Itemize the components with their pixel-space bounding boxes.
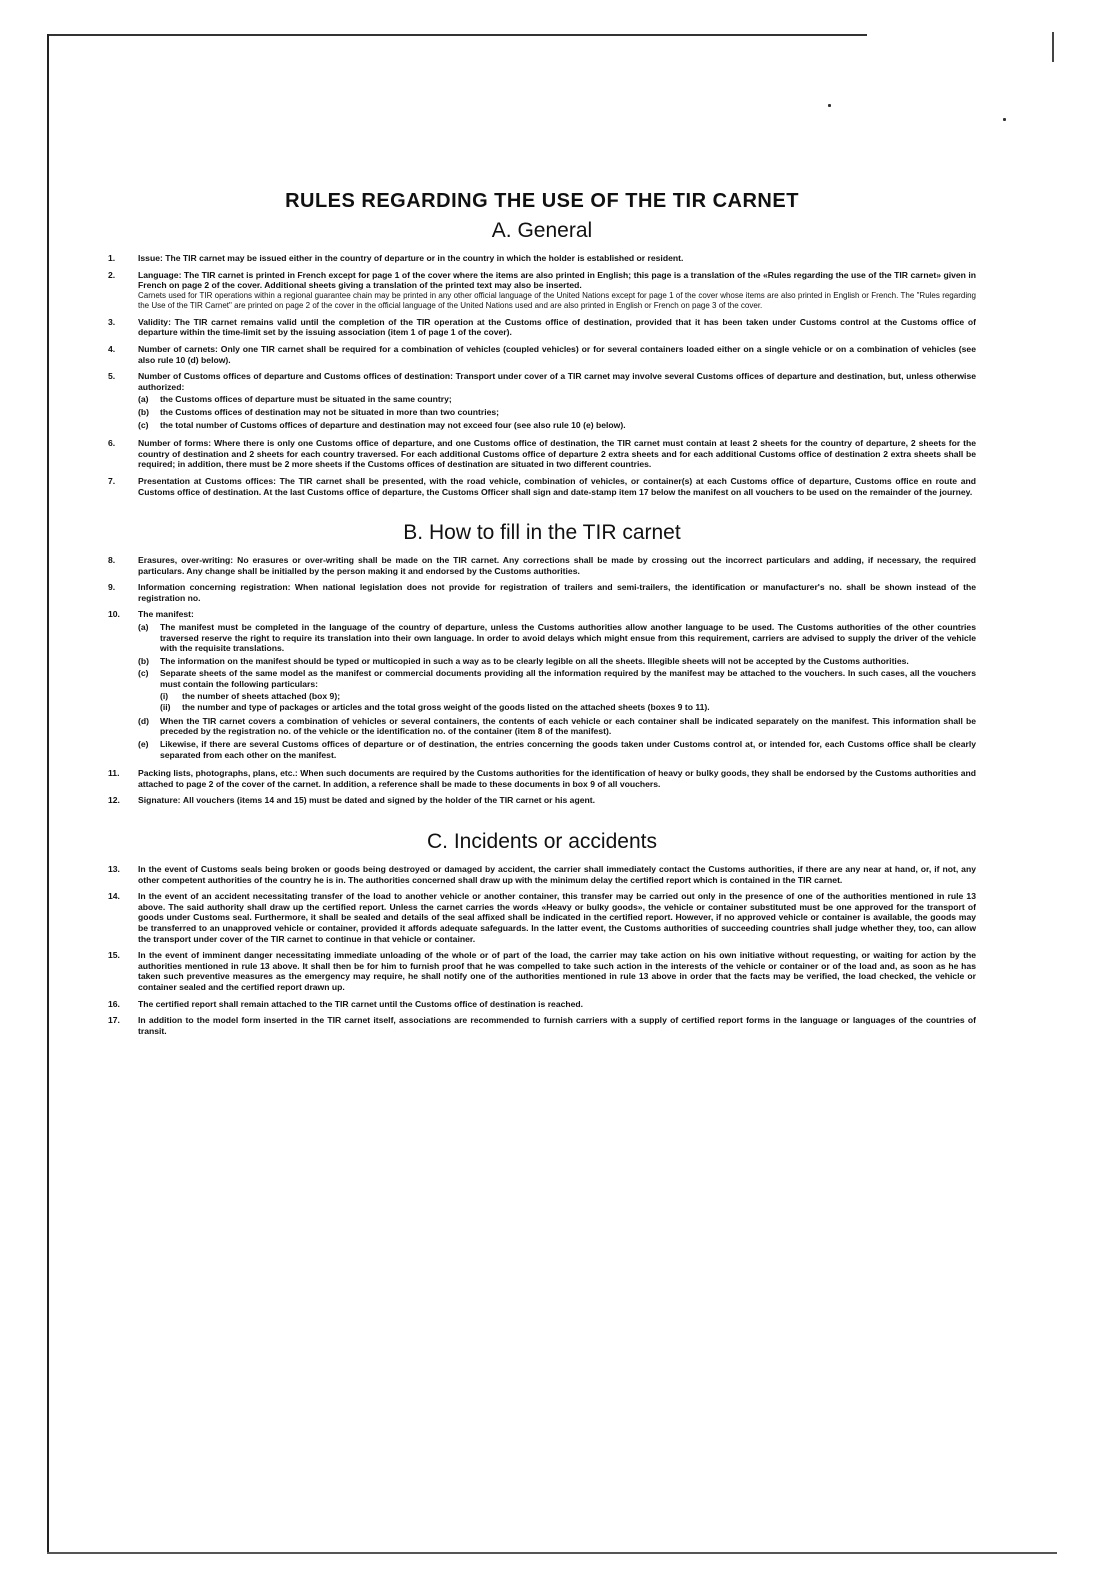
scan-border-left	[47, 34, 49, 1554]
rule-number: 7.	[108, 475, 116, 486]
rule-number: 5.	[108, 371, 116, 382]
section-heading: B. How to fill in the TIR carnet	[403, 521, 681, 545]
rule-text: In addition to the model form inserted in the TIR carnet itself, associations are recommended to furnish carriers with a supply of certified report forms in the language or languages of the countries of transit.	[138, 1015, 976, 1036]
rule-body	[138, 371, 976, 432]
rule-item	[108, 1015, 976, 1036]
rule-body	[138, 317, 976, 338]
rule-text: Transport under cover of a TIR carnet may involve several Customs offices of departure and destination, but, unless otherwise authorized:	[138, 371, 976, 392]
rule-body	[138, 999, 976, 1010]
sub-text-content: The information on the manifest should be typed or multicopied in such a way as to be clearly legible on all the sheets. Illegible sheets will not be accepted by the Customs authorities.	[160, 655, 909, 666]
rule-text: When such documents are required by the Customs authorities for the identification of heavy or bulky goods, they shall be endorsed by the Customs authorities and attached to page 2 of the cover of the carnet. In addition, a reference shall be made to these documents in box 9 of all vouchers.	[138, 768, 976, 789]
rule-item	[108, 582, 976, 603]
section-heading: A. General	[491, 219, 593, 242]
rule-number: 16.	[108, 998, 120, 1009]
rule-number: 2.	[108, 269, 116, 280]
subsub-item	[160, 691, 976, 702]
sub-text-content: The manifest must be completed in the language of the country of departure, unless the Customs authorities allow another language to be used. The Customs authorities of the other countries traversed reserve the right to require its translation into their own language. In order to avoid delays which might ensue from this requirement, carriers are advised to supply the driver of the vehicle with the requisite translations.	[160, 622, 976, 654]
rule-title: Information concerning registration:	[138, 582, 295, 593]
rule-number: 12.	[108, 795, 120, 806]
rule-title: Language:	[138, 269, 184, 280]
rule-text: In the event of Customs seals being broken or goods being destroyed or damaged by accident, the carrier shall immediately contact the Customs authorities, if there are any near at hand, or, if not, any other competent authorities of the country he is in. The authorities concerned shall draw up with the minimum delay the certified report which is contained in the TIR carnet.	[138, 863, 976, 885]
rule-body	[138, 253, 976, 264]
rule-text: The TIR carnet shall be presented, with the road vehicle, combination of vehicles, or container(s) at each Customs office of departure, Customs office en route and Customs office of destination. At the last Customs office of departure, the Customs Officer shall sign and date-stamp item 17 below the manifest on all vouchers to be used on the remainder of the journey.	[138, 475, 976, 497]
rule-title: Issue:	[138, 253, 166, 263]
rule-text: The TIR carnet is printed in French except for page 1 of the cover where the items are also printed in English; this page is a translation of the «Rules regarding the use of the TIR carnet» given in French on page 2 of the cover. Additional sheets giving a translation of the printed text may also be inserted.	[138, 269, 976, 291]
sub-text	[160, 739, 976, 760]
rule-item	[108, 950, 976, 992]
rule-number: 6.	[108, 438, 116, 449]
sub-text	[160, 394, 976, 405]
subsub-item	[160, 702, 976, 713]
rule-title: Number of forms:	[138, 438, 215, 449]
rule-number: 8.	[108, 555, 116, 566]
rule-number: 11.	[108, 768, 120, 779]
sub-item	[138, 420, 976, 431]
sub-text-content: Separate sheets of the same model as the manifest or commercial documents providing all the information required by the manifest may be attached to the vouchers. In such cases, all the vouchers must contain the following particulars:	[160, 668, 976, 690]
rule-item	[108, 891, 976, 944]
sub-item	[138, 394, 976, 405]
rule-item	[108, 864, 976, 885]
rule-body	[138, 1015, 976, 1036]
rule-title: Packing lists, photographs, plans, etc.:	[138, 768, 301, 779]
sub-letter: (c)	[138, 668, 149, 679]
rule-title: Presentation at Customs offices:	[138, 475, 280, 486]
rule-body	[138, 270, 976, 311]
rule-item	[108, 609, 976, 762]
sub-text	[160, 407, 976, 418]
rule-body	[138, 438, 976, 470]
sub-letter: (c)	[138, 419, 149, 430]
rule-title: Erasures, over-writing:	[138, 555, 238, 566]
sub-text-content: the total number of Customs offices of departure and destination may not exceed four (see also rule 10 (e) below).	[160, 419, 626, 430]
rule-number: 1.	[108, 253, 116, 263]
rule-item	[108, 253, 976, 264]
rule-text: The TIR carnet may be issued either in the country of departure or in the country in which the holder is established or resident.	[165, 253, 684, 263]
rule-number: 3.	[108, 316, 116, 327]
rule-item	[108, 344, 976, 365]
rule-body	[138, 864, 976, 885]
rule-title: Signature:	[138, 795, 183, 806]
sub-text-content: Likewise, if there are several Customs offices of departure or of destination, the entries concerning the goods taken under Customs control at, or intended for, each Customs office shall be clearly separated from each other on the manifest.	[160, 739, 976, 760]
rule-number: 4.	[108, 343, 116, 354]
rule-number: 10.	[108, 609, 120, 620]
sub-letter: (a)	[138, 622, 149, 633]
rule-text: All vouchers (items 14 and 15) must be dated and signed by the holder of the TIR carnet or his agent.	[182, 795, 595, 806]
sub-text	[160, 668, 976, 713]
rule-body	[138, 582, 976, 603]
subsub-text: the number and type of packages or articles and the total gross weight of the goods listed on the attached sheets (boxes 9 to 11).	[182, 702, 710, 713]
rule-body	[138, 891, 976, 944]
document-body	[108, 190, 976, 1042]
rule-text: The TIR carnet remains valid until the completion of the TIR operation at the Customs office of destination, provided that it has been taken under Customs control at the Customs office of departure within the time-limit set by the issuing association (item 1 of page 1 of the cover).	[138, 316, 976, 338]
rule-number: 14.	[108, 891, 120, 902]
document-title: RULES REGARDING THE USE OF THE TIR CARNET	[285, 190, 799, 212]
sub-text	[160, 716, 976, 737]
rule-body	[138, 950, 976, 992]
rule-text: In the event of imminent danger necessitating immediate unloading of the whole or of part of the load, the carrier may take action on his own initiative without requesting, or waiting for action by the authorities mentioned in rule 13 above. It shall then be for him to furnish proof that he was compelled to take such action in the interests of the vehicle or container or of the load and, as soon as he has taken such preventive measures as the emergency may require, he shall notify one of the authorities mentioned in rule 13 above in order that the facts may be verified, the load checked, the vehicle or container sealed and the certified report drawn up.	[138, 950, 976, 992]
sub-text-content: When the TIR carnet covers a combination of vehicles or several containers, the contents of each vehicle or each container shall be indicated separately on the manifest. This information shall be preceded by the registration no. of the vehicle or the identification no. of the container (item 8 of the manifest).	[160, 715, 976, 737]
rule-number: 15.	[108, 950, 120, 961]
rule-number: 17.	[108, 1015, 120, 1026]
rule-text: No erasures or over-writing shall be made on the TIR carnet. Any corrections shall be made by crossing out the incorrect particulars and adding, if necessary, the required particulars. Any change shall be initialled by the person making it and endorsed by the Customs authorities.	[138, 555, 976, 576]
rule-body	[138, 768, 976, 789]
rule-item	[108, 795, 976, 806]
sub-letter: (a)	[138, 394, 149, 405]
sub-text-content: the Customs offices of destination may not be situated in more than two countries;	[160, 406, 500, 417]
sub-item	[138, 739, 976, 760]
sub-text-content: the Customs offices of departure must be situated in the same country;	[160, 394, 452, 405]
rule-body	[138, 795, 976, 806]
rule-body	[138, 609, 976, 762]
sub-text	[160, 656, 976, 667]
rule-item	[108, 371, 976, 432]
rule-body	[138, 555, 976, 576]
rule-body	[138, 476, 976, 497]
sections-container	[108, 219, 976, 1036]
sub-text	[160, 622, 976, 654]
scan-border-bottom	[47, 1552, 1057, 1554]
rule-item	[108, 768, 976, 789]
sub-item	[138, 668, 976, 713]
rule-item	[108, 555, 976, 576]
rule-item	[108, 999, 976, 1010]
rule-title: Number of carnets:	[138, 343, 221, 354]
rule-item	[108, 438, 976, 470]
rule-body	[138, 344, 976, 365]
rule-note: Carnets used for TIR operations within a regional guarantee chain may be printed in any other official language of the United Nations except for page 1 of the cover whose items are also printed in English or French. The "Rules regarding the Use of the TIR Carnet" are printed on page 2 of the cover in the official language of the United Nations used and are also printed in English or French on page 3 of the cover.	[138, 290, 976, 310]
rule-title: Number of Customs offices of departure and Customs offices of destination:	[138, 371, 456, 382]
subsub-text: the number of sheets attached (box 9);	[182, 690, 341, 701]
sub-letter: (e)	[138, 739, 149, 749]
scan-border-mark	[1052, 32, 1054, 62]
scan-border-top	[47, 34, 867, 36]
subsub-number: (i)	[160, 690, 169, 701]
rule-item	[108, 476, 976, 497]
scan-speck	[828, 104, 831, 107]
rule-text: The certified report shall remain attached to the TIR carnet until the Customs office of destination is reached.	[138, 998, 584, 1009]
scan-speck	[1003, 118, 1006, 121]
sub-item	[138, 716, 976, 737]
sub-letter: (b)	[138, 406, 149, 417]
rule-number: 13.	[108, 863, 120, 874]
subsub-number: (ii)	[160, 702, 171, 713]
rule-title: Validity:	[138, 316, 175, 327]
rule-item	[108, 270, 976, 311]
rule-number: 9.	[108, 582, 116, 593]
rule-item	[108, 317, 976, 338]
rule-title: The manifest:	[138, 609, 194, 620]
rule-text: Where there is only one Customs office of departure, and one Customs office of destination, the TIR carnet must contain at least 2 sheets for the country of departure, 2 sheets for the country of destination and 2 sheets for each country traversed. For each additional Customs office of departure 2 extra sheets and for each additional Customs office of destination 2 extra sheets shall be required; in addition, there must be 2 more sheets if the Customs offices of destination are situated in two different countries.	[138, 438, 976, 470]
sub-item	[138, 656, 976, 667]
rule-text: Only one TIR carnet shall be required for a combination of vehicles (coupled vehicles) or for several containers loaded either on a single vehicle or on a combination of vehicles (see also rule 10 (d) below).	[138, 343, 976, 365]
section-heading: C. Incidents or accidents	[427, 829, 657, 853]
sub-item	[138, 622, 976, 654]
sub-letter: (d)	[138, 715, 149, 726]
sub-text	[160, 420, 976, 431]
rule-text: When national legislation does not provide for registration of trailers and semi-trailers, the identification or manufacturer's no. shall be shown instead of the registration no.	[138, 582, 976, 603]
rule-text: In the event of an accident necessitating transfer of the load to another vehicle or another container, this transfer may be carried out only in the presence of one of the authorities mentioned in rule 13 above. The said authority shall draw up the certified report. Unless the carnet carries the words «Heavy or bulky goods», the vehicle or container substituted must be one approved for the transport of goods under Customs seal. Furthermore, it shall be sealed and details of the seal affixed shall be indicated in the certified report. However, if no approved vehicle or container is available, the goods may be transferred to an unapproved vehicle or container, provided it affords adequate safeguards. In the latter event, the Customs authorities of succeeding countries shall judge whether they, too, can allow the transport under cover of the TIR carnet to continue in that vehicle or container.	[138, 891, 976, 944]
sub-item	[138, 407, 976, 418]
sub-letter: (b)	[138, 655, 149, 666]
